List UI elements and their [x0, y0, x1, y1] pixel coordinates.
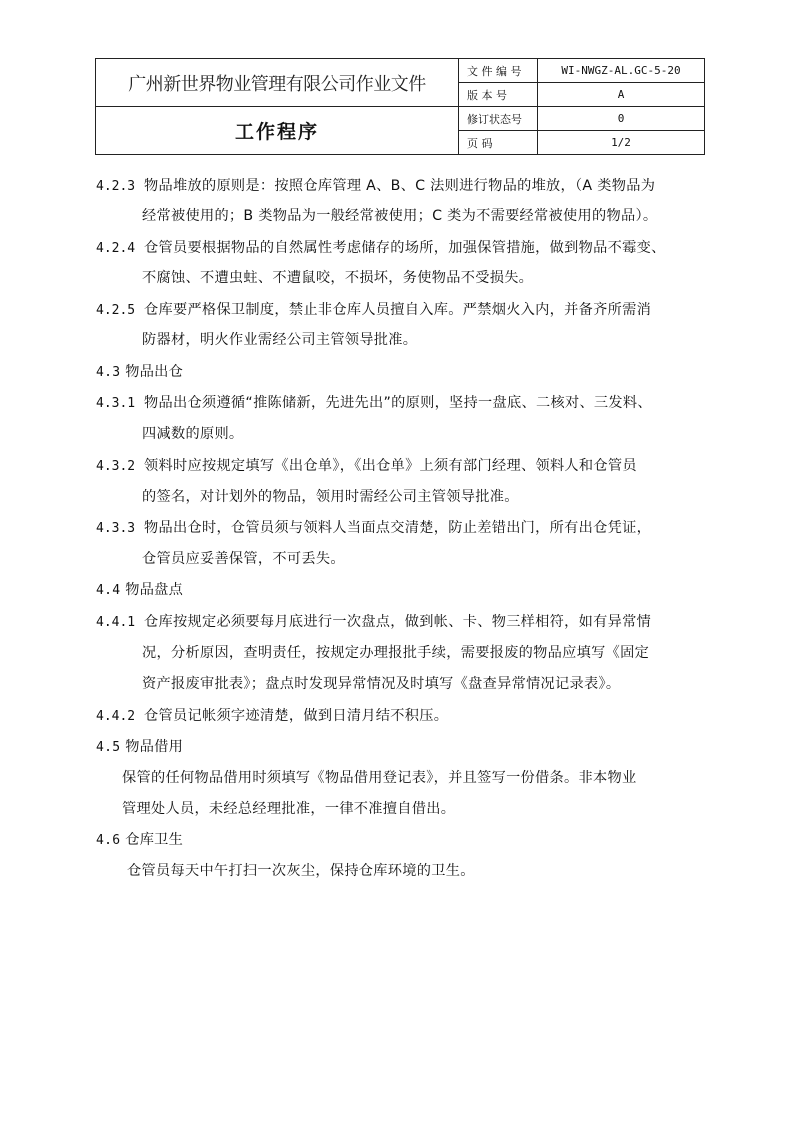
clause-4-4-2-line-1 [96, 705, 448, 725]
clause-number: 4.4.2 [96, 709, 136, 724]
clause-4-4-1-line-2: 况，分析原因，查明责任，按规定办理报批手续，需要报废的物品应填写《固定 [142, 645, 650, 661]
section-title: 物品盘点 [125, 582, 184, 598]
clause-text: 仓管员记帐须字迹清楚，做到日清月结不积压。 [144, 708, 449, 724]
clause-number: 4.3.1 [96, 396, 136, 411]
section-4-3-heading [96, 361, 183, 381]
clause-4-3-3-line-1 [96, 517, 651, 537]
revision-label: 修订状态号 [459, 107, 538, 131]
version-label: 版 本 号 [459, 83, 538, 107]
version-value: A [538, 83, 705, 107]
clause-number: 4.3.2 [96, 459, 136, 474]
section-number: 4.6 [96, 833, 121, 848]
clause-4-4-1-line-3: 资产报废审批表》；盘点时发现异常情况及时填写《盘查异常情况记录表》。 [142, 676, 621, 692]
document-title: 工作程序 [96, 107, 459, 155]
clause-number: 4.4.1 [96, 615, 136, 630]
doc-number-label: 文 件 编 号 [459, 59, 538, 83]
clause-text: 物品出仓时，仓管员须与领料人当面点交清楚，防止差错出门，所有出仓凭证， [144, 520, 652, 536]
clause-4-3-2-line-2: 的签名，对计划外的物品，领用时需经公司主管领导批准。 [142, 489, 519, 505]
clause-4-2-5-line-1 [96, 299, 651, 319]
clause-4-3-2-line-1 [96, 455, 637, 475]
clause-text: 物品出仓须遵循“推陈储新，先进先出”的原则，坚持一盘底、二核对、三发料、 [144, 395, 652, 411]
company-name: 广州新世界物业管理有限公司作业文件 [96, 59, 459, 107]
section-number: 4.3 [96, 365, 121, 380]
section-4-5-heading [96, 736, 183, 756]
clause-text: 仓库按规定必须要每月底进行一次盘点，做到帐、卡、物三样相符，如有异常情 [144, 614, 652, 630]
clause-text: 领料时应按规定填写《出仓单》，《出仓单》上须有部门经理、领料人和仓管员 [144, 458, 637, 474]
doc-number-value: WI-NWGZ-AL.GC-5-20 [538, 59, 705, 83]
section-title: 物品借用 [125, 739, 184, 755]
clause-4-2-3-line-1 [96, 175, 655, 195]
clause-4-2-3-line-2: 经常被使用的；B 类物品为一般经常被使用；C 类为不需要经常被使用的物品）。 [142, 208, 658, 224]
section-title: 仓库卫生 [125, 832, 184, 848]
clause-4-3-3-line-2: 仓管员应妥善保管，不可丢失。 [142, 551, 345, 567]
clause-4-2-4-line-2: 不腐蚀、不遭虫蛀、不遭鼠咬，不损坏，务使物品不受损失。 [142, 270, 534, 286]
clause-4-4-1-line-1 [96, 611, 651, 631]
clause-number: 4.2.5 [96, 303, 136, 318]
clause-number: 4.2.3 [96, 179, 136, 194]
section-number: 4.4 [96, 583, 121, 598]
clause-text: 仓库要严格保卫制度，禁止非仓库人员擅自入库。严禁烟火入内，并备齐所需消 [144, 302, 652, 318]
clause-text: 仓管员要根据物品的自然属性考虑储存的场所，加强保管措施，做到物品不霉变、 [144, 240, 666, 256]
page-value: 1/2 [538, 131, 705, 155]
clause-4-2-5-line-2: 防器材，明火作业需经公司主管领导批准。 [142, 332, 418, 348]
section-number: 4.5 [96, 740, 121, 755]
clause-number: 4.2.4 [96, 241, 136, 256]
page-label: 页 码 [459, 131, 538, 155]
clause-4-2-4-line-1 [96, 237, 666, 257]
section-4-5-line-2: 管理处人员，未经总经理批准，一律不准擅自借出。 [122, 801, 456, 817]
section-4-6-line-1: 仓管员每天中午打扫一次灰尘，保持仓库环境的卫生。 [127, 863, 475, 879]
section-4-4-heading [96, 579, 183, 599]
clause-4-3-1-line-1 [96, 392, 652, 412]
revision-value: 0 [538, 107, 705, 131]
clause-text: 物品堆放的原则是：按照仓库管理 A、B、C 法则进行物品的堆放，（A 类物品为 [144, 178, 656, 194]
section-4-5-line-1: 保管的任何物品借用时须填写《物品借用登记表》，并且签写一份借条。非本物业 [122, 770, 637, 786]
section-title: 物品出仓 [125, 364, 184, 380]
clause-number: 4.3.3 [96, 521, 136, 536]
section-4-6-heading [96, 829, 183, 849]
clause-4-3-1-line-2: 四减数的原则。 [142, 426, 244, 442]
